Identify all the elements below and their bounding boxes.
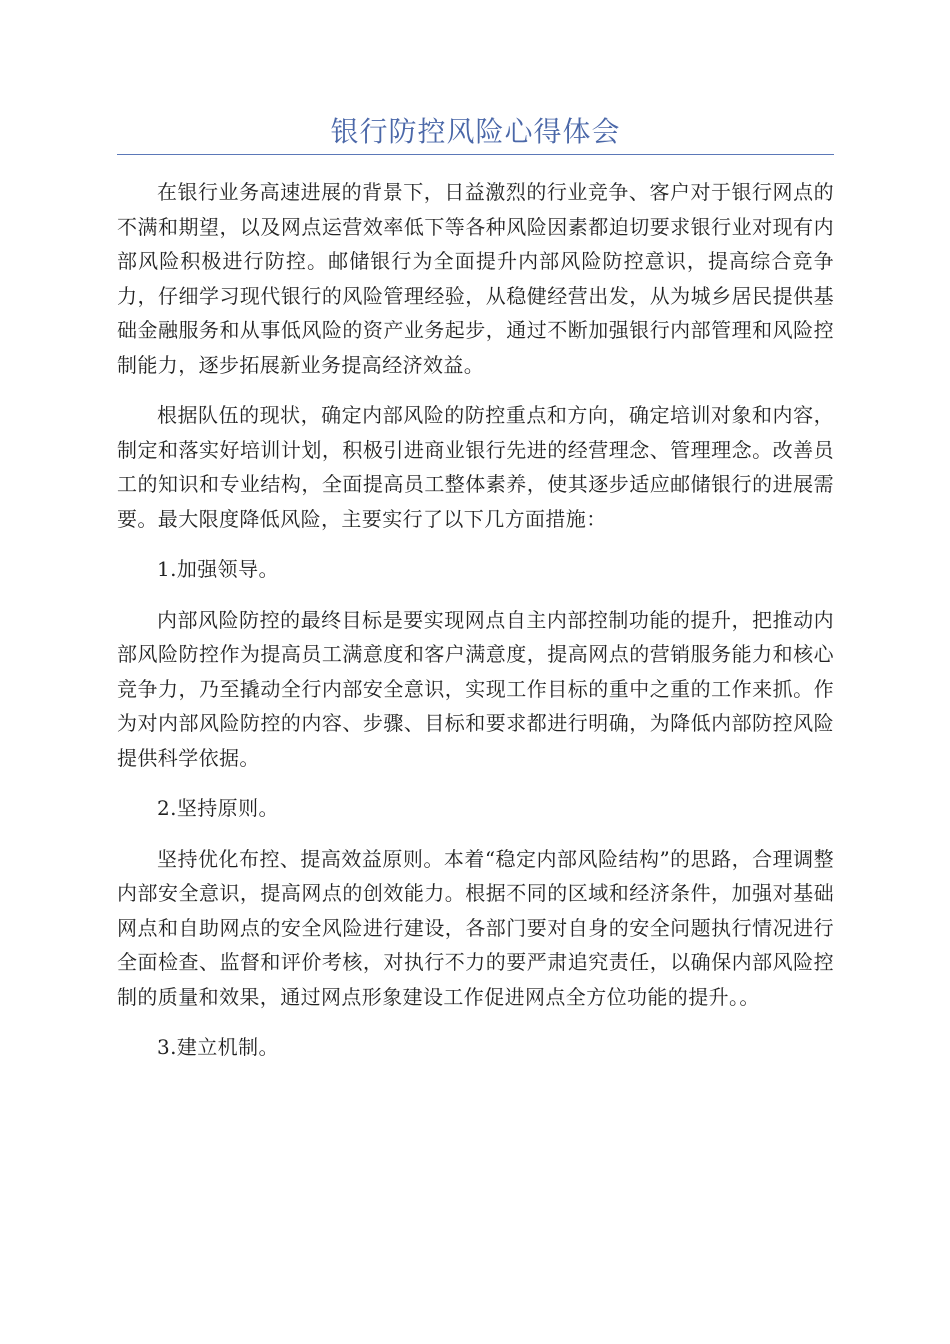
paragraph-principles: 坚持优化布控、提高效益原则。本着“稳定内部风险结构”的思路，合理调整内部安全意识，提高网点的创效能力。根据不同的区域和经济条件，加强对基础网点和自助网点的安全风险进行建设，各部门要对自身的安全问题执行情况进行全面检查、监督和评价考核，对执行不力的要严肃追究责任，以确保内部风险控制的质量和效果，通过网点形象建设工作促进网点全方位功能的提升。。 — [117, 846, 834, 1009]
paragraph-leadership: 内部风险防控的最终目标是要实现网点自主内部控制功能的提升，把推动内部风险防控作为提高员工满意度和客户满意度，提高网点的营销服务能力和核心竞争力，乃至撬动全行内部安全意识，实现工作目标的重中之重的工作来抓。作为对内部风险防控的内容、步骤、目标和要求都进行明确，为降低内部防控风险提供科学依据。 — [117, 607, 834, 770]
title-underline — [117, 154, 834, 155]
section-heading-3: 3.建立机制。 — [157, 1035, 279, 1059]
document-title: 银行防控风险心得体会 — [330, 115, 621, 148]
section-heading-2: 2.坚持原则。 — [157, 796, 279, 820]
paragraph-measures: 根据队伍的现状，确定内部风险的防控重点和方向，确定培训对象和内容，制定和落实好培训计划，积极引进商业银行先进的经营理念、管理理念。改善员工的知识和专业结构，全面提高员工整体素养，使其逐步适应邮储银行的进展需要。最大限度降低风险，主要实行了以下几方面措施： — [117, 403, 834, 531]
document-body — [117, 175, 834, 1081]
paragraph-intro: 在银行业务高速进展的背景下，日益激烈的行业竞争、客户对于银行网点的不满和期望，以及网点运营效率低下等各种风险因素都迫切要求银行业对现有内部风险积极进行防控。邮储银行为全面提升内部风险防控意识，提高综合竞争力，仔细学习现代银行的风险管理经验，从稳健经营出发，从为城乡居民提供基础金融服务和从事低风险的资产业务起步，通过不断加强银行内部管理和风险控制能力，逐步拓展新业务提高经济效益。 — [117, 180, 834, 377]
section-heading-1: 1.加强领导。 — [157, 557, 279, 581]
